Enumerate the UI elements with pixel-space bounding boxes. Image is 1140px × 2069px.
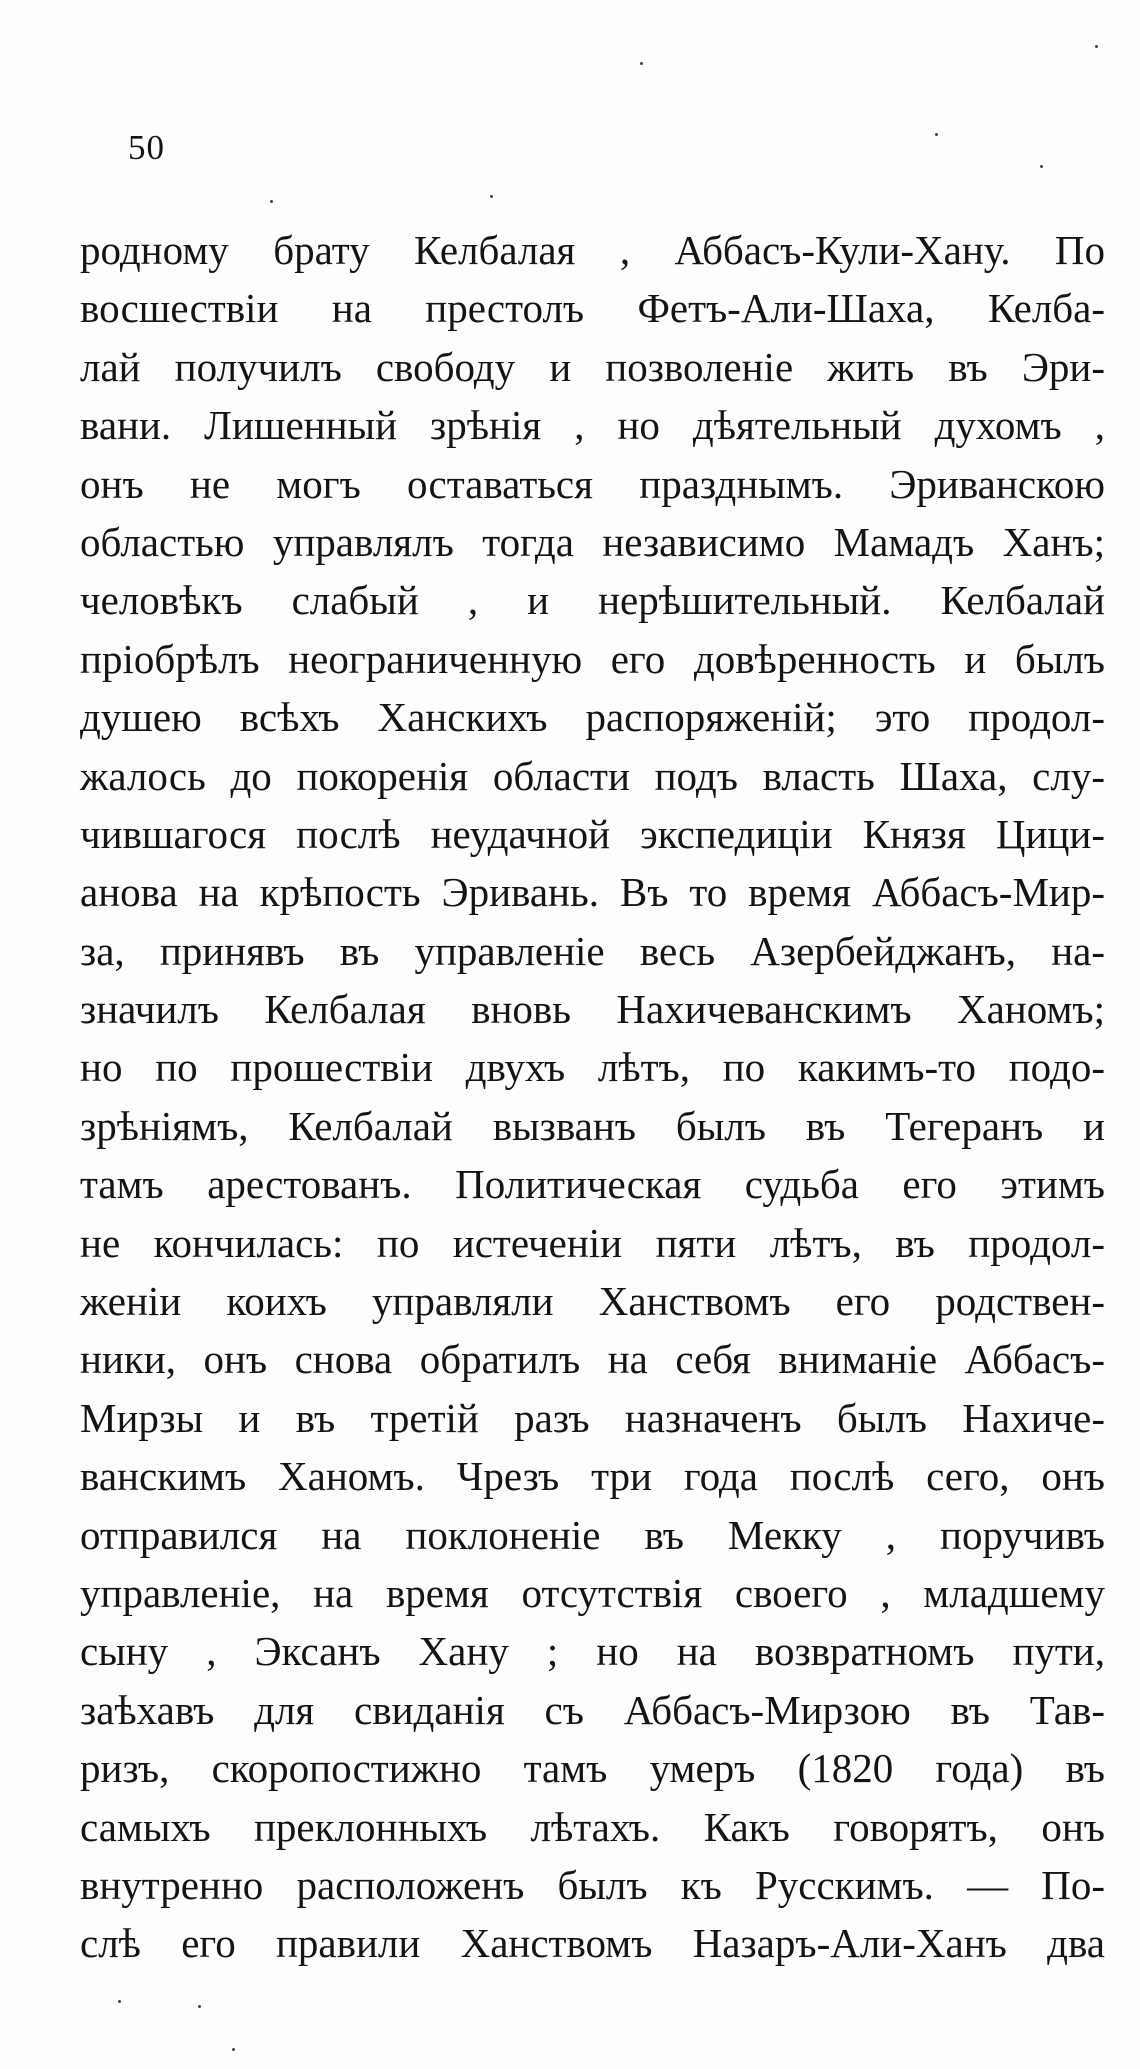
scan-speck (490, 195, 493, 198)
scan-speck (1095, 45, 1098, 48)
text-line: областью управлялъ тогда независимо Мамадъ Ханъ; (80, 518, 1105, 565)
text-line: ризъ, скоропостижно тамъ умеръ (1820 года) въ (80, 1745, 1105, 1792)
text-line: слѣ его правили Ханствомъ Назаръ-Али-Ханъ два (80, 1920, 1105, 1967)
text-line: женіи коихъ управляли Ханствомъ его родствен- (80, 1278, 1105, 1325)
scan-speck (1040, 165, 1043, 168)
text-line: жалось до покоренія области подъ власть Шаха, слу- (80, 752, 1105, 799)
text-line: тамъ арестованъ. Политическая судьба его этимъ (80, 1161, 1105, 1208)
text-line: не кончилась: по истеченіи пяти лѣтъ, въ продол- (80, 1219, 1105, 1266)
text-line: пріобрѣлъ неограниченную его довѣренность и былъ (80, 635, 1105, 682)
text-line: вани. Лишенный зрѣнія , но дѣятельный духомъ , (80, 402, 1105, 449)
text-line: душею всѣхъ Ханскихъ распоряженій; это продол- (80, 694, 1105, 741)
body-text (80, 221, 1105, 1973)
text-line: за, принявъ въ управленіе весь Азербейджанъ, на- (80, 927, 1105, 974)
text-line: зрѣніямъ, Келбалай вызванъ былъ въ Тегеранъ и (80, 1102, 1105, 1149)
text-line: онъ не могъ оставаться празднымъ. Эриванскою (80, 460, 1105, 507)
text-line: анова на крѣпость Эривань. Въ то время Аббасъ-Мир- (80, 869, 1105, 916)
scan-speck (640, 62, 643, 65)
text-line: сыну , Эксанъ Хану ; но на возвратномъ пути, (80, 1628, 1105, 1675)
text-line: внутренно расположенъ былъ къ Русскимъ. — По- (80, 1861, 1105, 1908)
scan-speck (935, 133, 938, 136)
text-line: лай получилъ свободу и позволеніе жить въ Эри- (80, 343, 1105, 390)
text-line: ники, онъ снова обратилъ на себя вниманіе Аббасъ- (80, 1336, 1105, 1383)
text-line: заѣхавъ для свиданія съ Аббасъ-Мирзою въ Тав- (80, 1686, 1105, 1733)
text-line: управленіе, на время отсутствія своего , младшему (80, 1569, 1105, 1616)
text-line: самыхъ преклонныхъ лѣтахъ. Какъ говорятъ, онъ (80, 1803, 1105, 1850)
text-line: чившагося послѣ неудачной экспедиціи Князя Цици- (80, 810, 1105, 857)
page-number: 50 (128, 128, 165, 167)
text-line: но по прошествіи двухъ лѣтъ, по какимъ-то подо- (80, 1044, 1105, 1091)
scan-speck (198, 2005, 201, 2008)
text-line: родному брату Келбалая , Аббасъ-Кули-Хану. По (80, 227, 1105, 273)
text-line: человѣкъ слабый , и нерѣшительный. Келбалай (80, 577, 1105, 624)
scan-speck (232, 2048, 235, 2051)
text-line: отправился на поклоненіе въ Мекку , поручивъ (80, 1511, 1105, 1558)
text-line: Мирзы и въ третій разъ назначенъ былъ Нахиче- (80, 1394, 1105, 1441)
scan-speck (270, 200, 273, 203)
scan-speck (118, 2000, 121, 2003)
text-line: восшествіи на престолъ Фетъ-Али-Шаха, Келба- (80, 285, 1105, 332)
text-line: значилъ Келбалая вновь Нахичеванскимъ Ханомъ; (80, 986, 1105, 1033)
text-line: ванскимъ Ханомъ. Чрезъ три года послѣ сего, онъ (80, 1453, 1105, 1500)
